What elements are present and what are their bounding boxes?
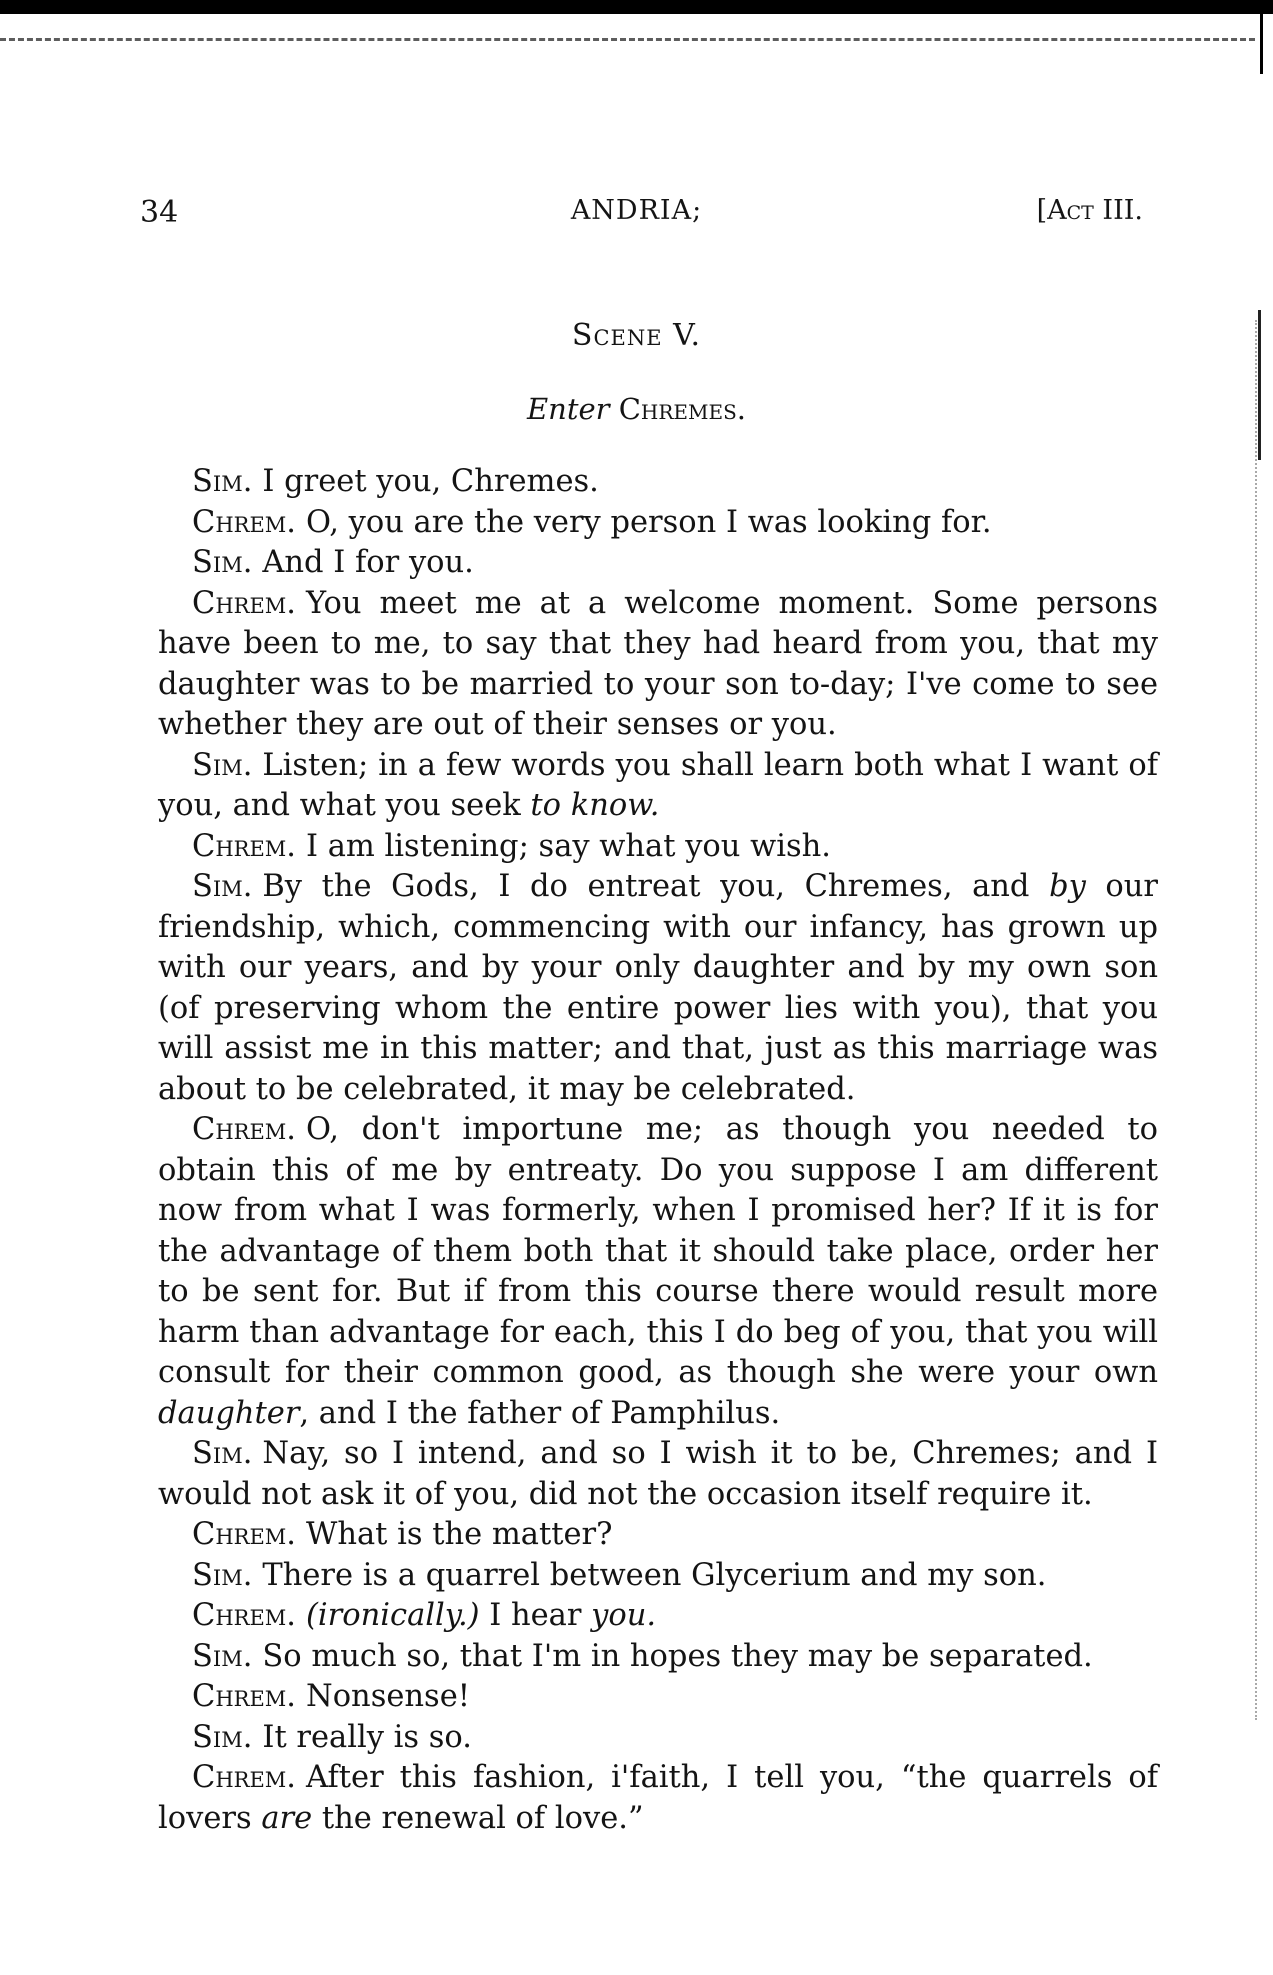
speech-text: So much so, that I'm in hopes they may be separated. bbox=[262, 1638, 1093, 1674]
speech bbox=[158, 1758, 1158, 1839]
speech bbox=[158, 1110, 1158, 1434]
speaker-name: Sim. bbox=[192, 1436, 253, 1471]
speaker-name: Chrem. bbox=[192, 1517, 296, 1552]
stage-direction-entry bbox=[0, 392, 1273, 426]
speech bbox=[158, 1515, 1158, 1556]
speaker-name: Chrem. bbox=[192, 1679, 296, 1714]
entry-name: Chremes. bbox=[618, 392, 747, 426]
act-label: [Act III. bbox=[1036, 195, 1143, 226]
speech-text-italic: by bbox=[1049, 869, 1086, 904]
speech bbox=[158, 827, 1158, 868]
scene-heading: Scene V. bbox=[571, 318, 702, 353]
speaker-name: Sim. bbox=[192, 1557, 253, 1593]
speech bbox=[158, 462, 1158, 503]
speech-text: What is the matter? bbox=[306, 1517, 613, 1552]
speech-text: I am listening; say what you wish. bbox=[306, 828, 831, 864]
scan-dashed-rule bbox=[0, 38, 1255, 41]
speaker-name: Sim. bbox=[192, 464, 253, 499]
speaker-name: Chrem. bbox=[192, 504, 296, 540]
speech bbox=[158, 503, 1158, 544]
speaker-name: Chrem. bbox=[192, 1112, 296, 1147]
speech bbox=[158, 1596, 1158, 1637]
speech-text: I greet you, Chremes. bbox=[262, 464, 599, 499]
speaker-name: Sim. bbox=[192, 747, 253, 783]
scan-top-edge bbox=[0, 0, 1273, 14]
speech-text: It really is so. bbox=[262, 1719, 472, 1755]
speaker-name: Sim. bbox=[192, 1638, 253, 1674]
speech-text: You meet me at a welcome moment. Some persons have been to me, to say that they had heard from you, that my daughter was to be married to your son to-day; I've come to see whether they are out of their senses or you. bbox=[158, 585, 1158, 742]
speech-text-italic: are bbox=[261, 1800, 313, 1836]
speech bbox=[158, 746, 1158, 827]
speaker-name: Chrem. bbox=[192, 585, 296, 621]
page-number: 34 bbox=[140, 195, 179, 230]
speech bbox=[158, 867, 1158, 1110]
speech-text: I hear bbox=[479, 1598, 592, 1633]
speech bbox=[158, 1434, 1158, 1515]
speech-text: our friendship, which, commencing with our infancy, has grown up with our years, and by your only daughter and by my own son (of preserving whom the entire power lies with you), that you will assist me in this matter; and that, just as this marriage was about to be celebrated, it may be celebrated. bbox=[158, 869, 1159, 1107]
speech-text: O, don't importune me; as though you needed to obtain this of me by entreaty. Do you suppose I am different now from what I was formerly, when I promised her? If it is for the advantage of them both that it should take place, order her to be sent for. But if from this course there would result more harm than advantage for each, this I do beg of you, that you will consult for their common good, as though she were your own bbox=[158, 1112, 1158, 1390]
speaker-name: Chrem. bbox=[192, 828, 296, 864]
speech-text: Nonsense! bbox=[306, 1679, 470, 1714]
speech-text-italic: daughter bbox=[158, 1395, 300, 1431]
speaker-name: Chrem. bbox=[192, 1598, 296, 1633]
speech bbox=[158, 1677, 1158, 1718]
scan-right-edge bbox=[1260, 14, 1263, 74]
speech-text: By the Gods, I do entreat you, Chremes, and bbox=[262, 869, 1050, 904]
speech-text-italic: to know. bbox=[530, 788, 660, 823]
speech-text-italic: you. bbox=[591, 1598, 657, 1633]
running-title: ANDRIA; bbox=[570, 195, 703, 226]
speech bbox=[158, 1556, 1158, 1597]
speech-text: Nay, so I intend, and so I wish it to be, Chremes; and I would not ask it of you, did not the occasion itself require it. bbox=[158, 1436, 1158, 1512]
running-head bbox=[0, 195, 1273, 239]
speech bbox=[158, 1637, 1158, 1678]
dialogue-block bbox=[158, 462, 1158, 1839]
speech bbox=[158, 543, 1158, 584]
speaker-name: Sim. bbox=[192, 1719, 253, 1755]
speech-text: the renewal of love.” bbox=[312, 1800, 644, 1836]
speaker-name: Chrem. bbox=[192, 1760, 296, 1795]
speech-text: And I for you. bbox=[262, 545, 474, 580]
speaker-name: Sim. bbox=[192, 545, 253, 580]
scan-right-dots bbox=[1255, 320, 1259, 1720]
speech-text: , and I the father of Pamphilus. bbox=[299, 1395, 781, 1431]
speech-text: After this fashion, i'faith, I tell you, “the quarrels of lovers bbox=[158, 1760, 1158, 1836]
speaker-name: Sim. bbox=[192, 869, 253, 904]
speech bbox=[158, 584, 1158, 746]
speech-text: There is a quarrel between Glycerium and my son. bbox=[262, 1557, 1047, 1593]
speech-text: O, you are the very person I was looking for. bbox=[306, 504, 992, 540]
speech-text-italic: (ironically.) bbox=[306, 1598, 480, 1633]
entry-word: Enter bbox=[526, 392, 610, 426]
speech bbox=[158, 1718, 1158, 1759]
speech-text: Listen; in a few words you shall learn both what I want of you, and what you seek bbox=[158, 747, 1158, 823]
